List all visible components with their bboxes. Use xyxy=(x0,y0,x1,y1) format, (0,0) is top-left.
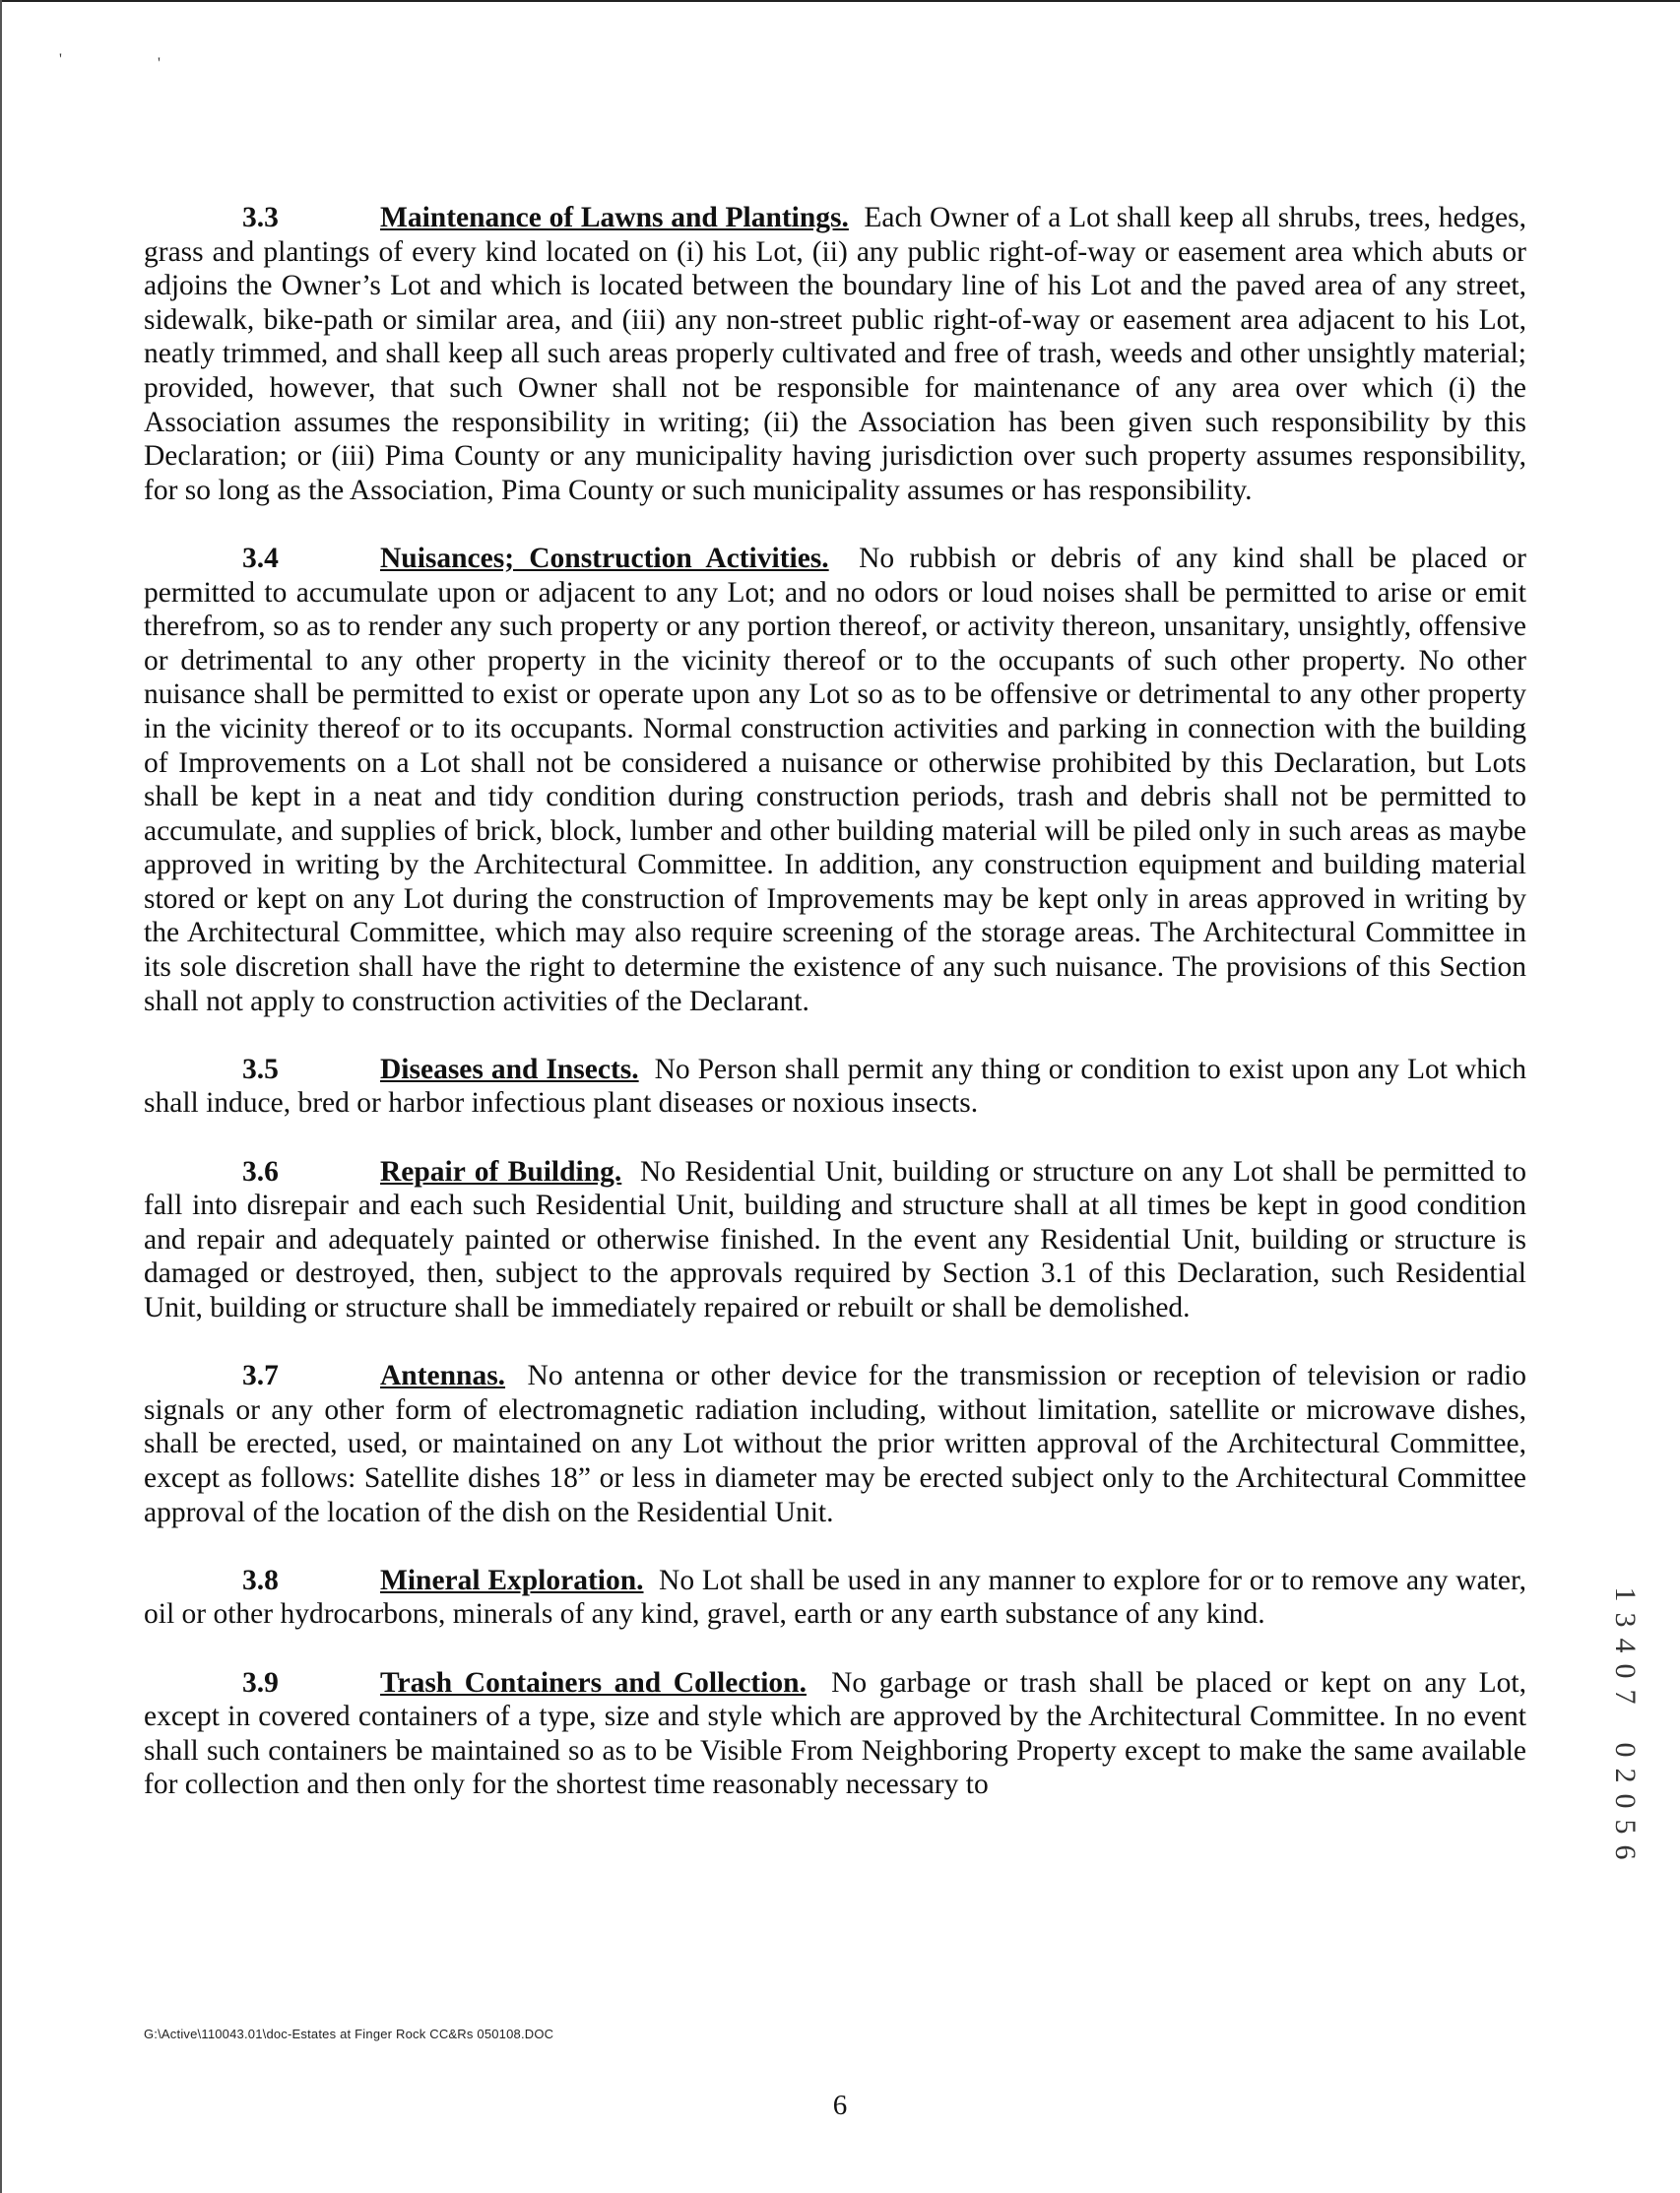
stamp-digit: 4 xyxy=(1609,1638,1642,1653)
scan-top-border xyxy=(0,0,1680,2)
stamp-digit: 0 xyxy=(1609,1663,1642,1679)
section-number: 3.6 xyxy=(242,1155,279,1188)
section-3-9 xyxy=(144,1666,1526,1802)
stamp-digit: 1 xyxy=(1609,1586,1642,1602)
stamp-digit: 0 xyxy=(1609,1742,1642,1758)
scan-speck: ' xyxy=(59,51,62,68)
section-3-3 xyxy=(144,201,1526,507)
section-number: 3.9 xyxy=(242,1666,279,1699)
section-text: No rubbish or debris of any kind shall be placed or permitted to accumulate upon or adjacent to any Lot; and no odors or loud noises shall be permitted to arise or emit therefrom, so as to render any such property or any portion thereof, or activity thereon, unsanitary, unsightly, offensive or detrimental to any other property in the vicinity thereof or to the occupants of such other property. No other nuisance shall be permitted to exist or operate upon any Lot so as to be offensive or detrimental to any other property in the vicinity thereof or to its occupants. Normal construction activities and parking in connection with the building of Improvements on a Lot shall not be considered a nuisance or otherwise prohibited by this Declaration, but Lots shall be kept in a neat and tidy condition during construction periods, trash and debris shall not be permitted to accumulate, and supplies of brick, block, lumber and other building material will be piled only in such areas as maybe approved in writing by the Architectural Committee. In addition, any construction equipment and building material stored or kept on any Lot during the construction of Improvements may be kept only in areas approved in writing by the Architectural Committee, which may also require screening of the storage areas. The Architectural Committee in its sole discretion shall have the right to determine the existence of any such nuisance. The provisions of this Section shall not apply to construction activities of the Declarant. xyxy=(144,542,1526,1017)
section-3-8 xyxy=(144,1564,1526,1632)
stamp-digit: 3 xyxy=(1609,1612,1642,1628)
section-title: Antennas. xyxy=(380,1360,506,1392)
section-number: 3.4 xyxy=(242,542,279,574)
section-title: Repair of Building. xyxy=(380,1155,622,1188)
section-title: Nuisances; Construction Activities. xyxy=(380,542,829,574)
section-title: Diseases and Insects. xyxy=(380,1053,639,1085)
stamp-digit: 5 xyxy=(1609,1819,1642,1835)
section-title: Maintenance of Lawns and Plantings. xyxy=(380,202,849,233)
section-text: Each Owner of a Lot shall keep all shrubs, trees, hedges, grass and plantings of every kind located on (i) his Lot, (ii) any public right-of-way or easement area which abuts or adjoins the Owner’s Lot and which is located between the boundary line of his Lot and the paved area of any street, sidewalk, bike-path or similar area, and (iii) any non-street public right-of-way or easement area adjacent to his Lot, neatly trimmed, and shall keep all such areas properly cultivated and free of trash, weeds and other unsightly material; provided, however, that such Owner shall not be responsible for maintenance of any area over which (i) the Association assumes the responsibility in writing; (ii) the Association has been given such responsibility by this Declaration; or (iii) Pima County or any municipality having jurisdiction over such property assumes responsibility, for so long as the Association, Pima County or such municipality assumes or has responsibility. xyxy=(144,202,1526,506)
section-text: No antenna or other device for the transmission or reception of television or radio signals or any other form of electromagnetic radiation including, without limitation, satellite or microwave dishes, shall be erected, used, or maintained on any Lot without the prior written approval of the Architectural Committee, except as follows: Satellite dishes 18” or less in diameter may be erected subject only to the Architectural Committee approval of the location of the dish on the Residential Unit. xyxy=(144,1360,1527,1528)
section-number: 3.3 xyxy=(242,202,279,233)
stamp-digit: 2 xyxy=(1609,1768,1642,1783)
section-text: No garbage or trash shall be placed or kept on any Lot, except in covered containers of a type, size and style which are approved by the Architectural Committee. In no event shall such containers be maintained so as to be Visible From Neighboring Property except to make the same available for collection and then only for the shortest time reasonably necessary to xyxy=(144,1666,1526,1801)
section-3-7 xyxy=(144,1359,1526,1529)
section-text: No Person shall permit any thing or condition to exist upon any Lot which shall induce, bred or harbor infectious plant diseases or noxious insects. xyxy=(144,1053,1526,1120)
scan-speck: ' xyxy=(158,55,161,72)
footer-file-path: G:\Active\110043.01\doc-Estates at Finger Rock CC&Rs 050108.DOC xyxy=(144,2027,554,2041)
section-title: Trash Containers and Collection. xyxy=(380,1666,807,1699)
section-text: No Residential Unit, building or structure on any Lot shall be permitted to fall into disrepair and each such Residential Unit, building and structure shall at all times be kept in good condition and repair and adequately painted or otherwise finished. In the event any Residential Unit, building or structure is damaged or destroyed, then, subject to the approvals required by Section 3.1 of this Declaration, such Residential Unit, building or structure shall be immediately repaired or rebuilt or shall be demolished. xyxy=(144,1155,1527,1323)
scan-left-border xyxy=(0,0,2,2193)
recording-number-stamp xyxy=(1605,1581,1645,1865)
section-number: 3.7 xyxy=(242,1360,279,1392)
section-number: 3.8 xyxy=(242,1564,279,1596)
stamp-digit: 7 xyxy=(1609,1689,1642,1705)
stamp-digit: 6 xyxy=(1609,1844,1642,1860)
document-body xyxy=(144,201,1526,1837)
section-3-4 xyxy=(144,542,1526,1018)
section-number: 3.5 xyxy=(242,1053,279,1085)
page-number: 6 xyxy=(832,2090,848,2121)
stamp-digit: 0 xyxy=(1609,1793,1642,1809)
section-3-5 xyxy=(144,1053,1526,1121)
section-text: No Lot shall be used in any manner to explore for or to remove any water, oil or other hydrocarbons, minerals of any kind, gravel, earth or any earth substance of any kind. xyxy=(144,1564,1526,1631)
section-3-6 xyxy=(144,1155,1526,1325)
section-title: Mineral Exploration. xyxy=(380,1564,644,1596)
